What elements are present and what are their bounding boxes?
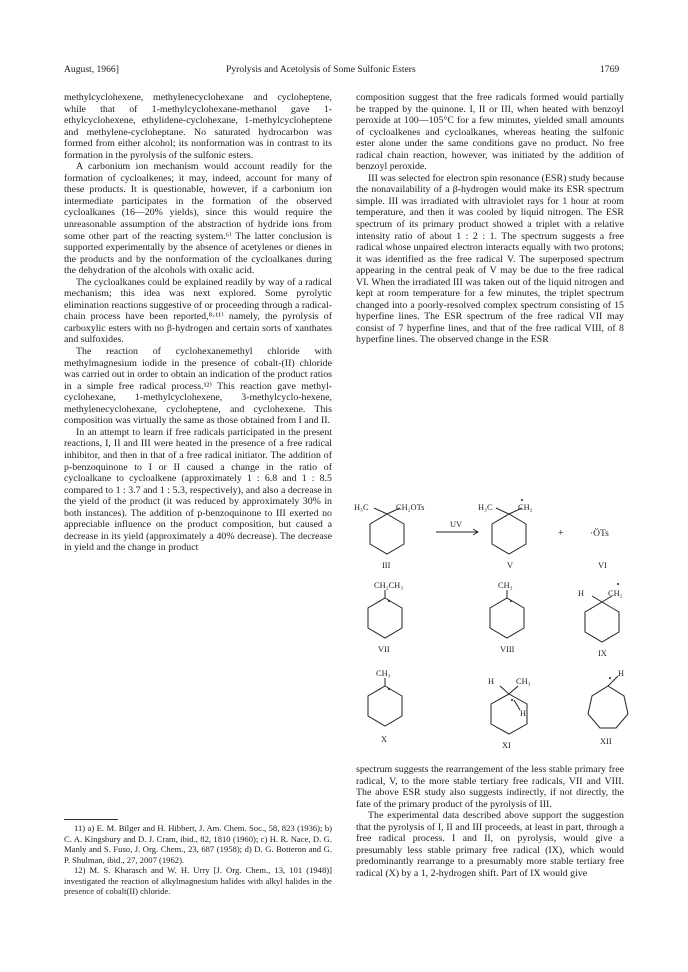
footnotes — [64, 823, 332, 897]
label-X: X — [381, 735, 388, 744]
paragraph: In an attempt to learn if free radicals participated in the present reactions, I, II and III were heated in the presence of a free radical inhibitor, and then in that of a free radical initiator. The addition of p-benzoquinone to I or II caused a change in the ratio of cycloalkane to cycloalkene (approximately 1 : 6.8 and 1 : 8.5 compared to 1 : 3.7 and 1 : 5.3, respectively), and also a decrease in the yield of the product (it was reduced by approximately 30% in both instances). The addition of p-benzoquinone to III exerted no appreciable influence on the product composition, but caused a decrease in its yield (approximately a 40% decrease). The decrease in yield and the change in product — [64, 426, 332, 554]
paragraph: methylcyclohexene, methylenecyclohexane and cycloheptene, while that of 1-methylcyclohexane-methanol gave 1-ethylcyclohexene, ethylidene-cyclohexane, 1-methylcycloheptene and methylene-cycloheptane. No saturated hydrocarbon was formed from either alcohol; its nonformation was in contrast to its formation in the pyrolysis of the sulfonic esters. — [64, 92, 332, 161]
footnote-11: 11) a) E. M. Bilger and H. Hibbert, J. Am. Chem. Soc., 58, 823 (1936); b) C. A. Kingsbury and D. J. Cram, ibid., 82, 1810 (1960); c) H. R. Nace, D. G. Manly and S. Fuso, J. Org. Chem., 23, 687 (1958); d) D. G. Botteron and G. P. Shulman, ibid., 27, 2007 (1962). — [64, 823, 332, 865]
label-XI: XI — [502, 741, 511, 750]
paragraph: III was selected for electron spin resonance (ESR) study because the nonavailability of a β-hydrogen would make its ESR spectrum simple. III was irradiated with ultraviolet rays for 1 hour at room temperature, and then it was cooled by liquid nitrogen. The ESR spectrum of its primary product showed a triplet with a relative intensity ratio of about 1 : 2 : 1. The spectrum suggests a free radical whose unpaired electron interacts equally with two protons; it was identified as the free radical V. The superposed spectrum appearing in the central peak of V may be due to the free radical VI. When the irradiated III was taken out of the liquid nitrogen and kept at room temperature for a few minutes, the triplet spectrum changed into a poorly-resolved complex spectrum consisting of 15 hyperfine lines. The ESR spectrum of the free radical VII may consist of 7 hyperfine lines, and that of the free radical VIII, of 8 hyperfine lines. The observed change in the ESR — [356, 172, 624, 346]
left-column — [64, 92, 332, 554]
radical-XI-methyl: CH₃ — [516, 677, 531, 686]
radical-IX-methylene: CH₂ — [608, 589, 623, 598]
right-column-bottom — [356, 764, 624, 879]
radical-XII-hydrogen: H — [618, 669, 625, 678]
label-VII: VII — [378, 645, 390, 654]
right-column-top — [356, 92, 624, 346]
radical-XI-hydrogen-2: H — [520, 709, 527, 718]
paragraph: The experimental data described above support the suggestion that the pyrolysis of I, II and III proceeds, at least in part, through a free radical process. I and II, on pyrolysis, would give a presumably less stable primary free radical (IX), which would predominantly rearrange to a presumably more stable tertiary free radical (X) by a 1, 2-hydrogen shift. Part of IX would give — [356, 810, 624, 879]
compound-III-methyl: H₃C — [354, 503, 369, 512]
reaction-scheme — [352, 503, 642, 754]
running-header-left: August, 1966] — [64, 64, 119, 75]
running-header-title: Pyrolysis and Acetolysis of Some Sulfonic Esters — [226, 64, 416, 75]
radical-V-methylene: CH₂ — [518, 503, 533, 512]
label-XII: XII — [600, 737, 612, 746]
plus-sign: + — [558, 528, 564, 539]
footnote-rule — [64, 819, 118, 820]
paragraph: A carbonium ion mechanism would account readily for the formation of cycloalkenes; it may, indeed, account for many of these products. It is questionable, however, if a carbonium ion intermediate participates in the formation of the observed cycloalkanes (16—20% yields), since this would require the unreasonable assumption of the abstraction of hydride ions from some other part of the reacting system.⁶⁾ The latter conclusion is supported experimentally by the absence of acetylenes or dienes in the products and by the nonformation of the cycloalkanes during the dehydration of the alcohols with oxalic acid. — [64, 161, 332, 277]
compound-III-tosylate: CH₂OTs — [396, 503, 425, 512]
paragraph: composition suggest that the free radicals formed would partially be trapped by the quinone. I, II or III, when heated with benzoyl peroxide at 100—105°C for a few minutes, yielded small amounts of cycloalkenes and cycloalkanes, whereas heating the sulfonic ester alone under the same conditions gave no product. No free radical chain reaction, however, was initiated by the addition of benzoyl peroxide. — [356, 92, 624, 173]
radical-VIII-methyl: CH₃ — [498, 581, 513, 590]
radical-VI: ·ÖTs — [590, 529, 609, 539]
radical-VII-ethyl: CH₂CH₃ — [374, 581, 404, 590]
radical-X-methyl: CH₃ — [376, 669, 391, 678]
compound-III-structure — [370, 508, 404, 554]
radical-V-methyl: H₃C — [478, 503, 493, 512]
label-VI: VI — [598, 561, 607, 570]
radical-XI-hydrogen: H — [488, 677, 495, 686]
label-IX: IX — [598, 649, 607, 658]
label-III: III — [382, 561, 391, 570]
arrow-label: UV — [450, 520, 463, 529]
paragraph: The cycloalkanes could be explained readily by way of a radical mechanism; this idea was next explored. Some pyrolytic elimination reactions suggestive of or proceeding through a radical-chain process have been reported,⁸·¹¹⁾ namely, the pyrolysis of carboxylic esters with no β-hydrogen and certain sorts of xanthates and sulfoxides. — [64, 276, 332, 346]
page-number: 1769 — [600, 64, 620, 75]
label-V: V — [507, 561, 514, 570]
radical-XII-structure — [588, 676, 628, 728]
paragraph: The reaction of cyclohexanemethyl chloride with methylmagnesium iodide in the presence of cobalt-(II) chloride was carried out in order to obtain an indication of the product ratios in a simple free radical process.¹²⁾ This reaction gave methyl-cyclohexane, 1-methylcyclohexene, 3-methylcyclo-hexene, methylenecyclohexane, cycloheptene, and cyclohexene. This composition was virtually the same as those obtained from I and II. — [64, 346, 332, 427]
radical-VIII-structure — [490, 590, 524, 638]
label-VIII: VIII — [500, 645, 515, 654]
footnote-12: 12) M. S. Kharasch and W. H. Urry [J. Org. Chem., 13, 101 (1948)] investigated the reaction of alkylmagnesium halides with alkyl halides in the presence of cobalt(II) chloride. — [64, 865, 332, 896]
radical-VII-structure — [368, 590, 402, 638]
paragraph: spectrum suggests the rearrangement of the less stable primary free radical, V, to the more stable tertiary free radicals, VII and VIII. The above ESR study also suggests indirectly, if not directly, the fate of the primary product of the pyrolysis of III. — [356, 764, 624, 810]
radical-IX-hydrogen: H — [578, 589, 585, 598]
radical-X-structure — [368, 678, 402, 726]
